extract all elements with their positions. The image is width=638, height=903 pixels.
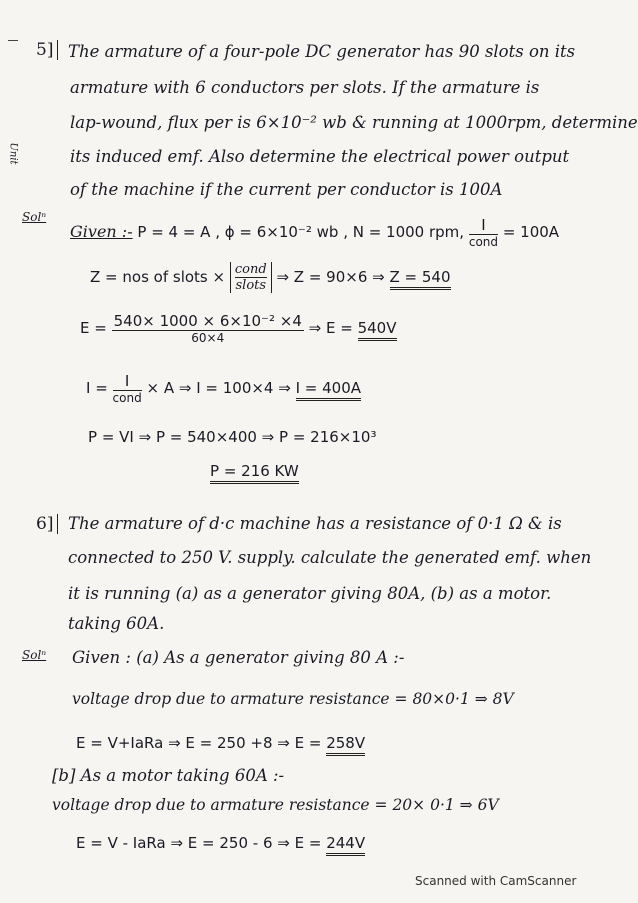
sol5-e-result: 540V <box>358 319 397 341</box>
sol5-p-result: P = 216 KW <box>210 462 299 484</box>
margin-note: Unit <box>7 142 19 165</box>
sol5-p-equation: P = VI ⇒ P = 540×400 ⇒ P = 216×10³ <box>88 428 377 446</box>
sol5-e-equation <box>80 312 397 345</box>
q6-line-4: taking 60A. <box>68 614 165 633</box>
camscanner-footer: Scanned with CamScanner <box>415 874 577 888</box>
sol5-z-rhs: ⇒ Z = 90×6 ⇒ <box>276 268 385 286</box>
sol6-drop-b: voltage drop due to armature resistance = 20× 0·1 ⇒ 6V <box>52 796 499 814</box>
sol5-given-values: P = 4 = A , ϕ = 6×10⁻² wb , N = 1000 rpm, <box>137 223 465 241</box>
sol5-i-lhs: I = <box>86 379 108 397</box>
sol6-drop-a: voltage drop due to armature resistance = 80×0·1 ⇒ 8V <box>72 690 514 708</box>
sol6-given-a: Given : (a) As a generator giving 80 A :- <box>72 648 405 667</box>
sol6-e-a-equation <box>76 734 365 752</box>
q6-line-1: The armature of d·c machine has a resistance of 0·1 Ω & is <box>68 514 562 533</box>
sol5-i-rhs: × A ⇒ I = 100×4 ⇒ <box>146 379 291 397</box>
sol5-given-label: Given :- <box>70 222 133 241</box>
sol5-z-result: Z = 540 <box>390 268 451 290</box>
sol5-given-line <box>70 216 559 249</box>
sol6-e-b-equation <box>76 834 365 852</box>
sol6-e-a-prefix: E = V+IaRa ⇒ E = 250 +8 ⇒ E = <box>76 734 322 752</box>
sol6-part-b: [b] As a motor taking 60A :- <box>52 766 285 785</box>
margin-tick <box>8 40 18 41</box>
q5-line-5: of the machine if the current per conductor is 100A <box>70 180 503 199</box>
sol5-z-equation <box>90 262 451 293</box>
sol6-e-a-result: 258V <box>326 734 365 756</box>
q5-line-2: armature with 6 conductors per slots. If the armature is <box>70 78 540 97</box>
sol5-e-fraction: $\frac{\text{540× 1000 × 6×10⁻² ×4}}{60\times 4}$ <box>113 312 302 345</box>
sol6-e-b-result: 244V <box>326 834 365 856</box>
sol5-current-value: = 100A <box>502 223 560 241</box>
q5-line-3: lap-wound, flux per is 6×10⁻² wb & running at 1000rpm, determine <box>70 113 638 132</box>
q5-line-1: The armature of a four-pole DC generator has 90 slots on its <box>68 42 576 61</box>
sol6-e-b-prefix: E = V - IaRa ⇒ E = 250 - 6 ⇒ E = <box>76 834 322 852</box>
q6-line-3: it is running (a) as a generator giving 80A, (b) as a motor. <box>68 584 552 603</box>
sol5-i-equation <box>86 372 361 405</box>
solution-6-label: Solⁿ <box>22 648 47 662</box>
sol5-z-bracket: cond slots <box>230 262 272 293</box>
sol5-current-per-conductor: $\frac{I}{\text{cond}}$ <box>468 216 499 249</box>
sol5-i-fraction: $\frac{I}{\text{cond}}$ <box>112 372 142 405</box>
sol5-e-mid: ⇒ E = <box>308 319 353 337</box>
question-6-number: 6] <box>36 514 58 534</box>
q6-line-2: connected to 250 V. supply. calculate the generated emf. when <box>68 548 592 567</box>
sol5-z-lhs: Z = nos of slots × <box>90 268 226 286</box>
question-5-number: 5] <box>36 40 58 60</box>
sol5-e-lhs: E = <box>80 319 107 337</box>
solution-5-label: Solⁿ <box>22 210 47 224</box>
sol5-i-result: I = 400A <box>296 379 361 401</box>
q5-line-4: its induced emf. Also determine the electrical power output <box>70 147 570 166</box>
